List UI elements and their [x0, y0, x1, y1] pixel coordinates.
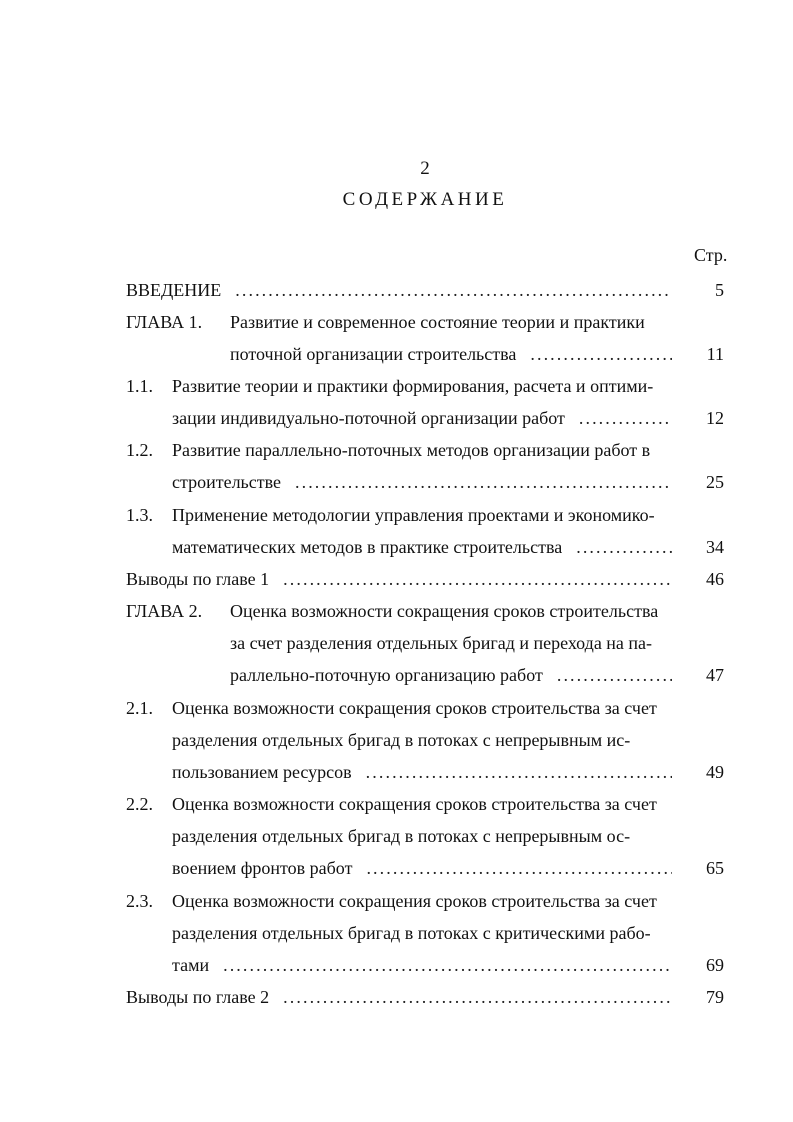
- toc-page-number: 25: [706, 472, 724, 492]
- toc-entry-1-1[interactable]: [126, 374, 724, 398]
- toc-entry-text-line: Оценка возможности сокращения сроков строительства: [230, 601, 659, 621]
- dot-leader: [235, 278, 672, 302]
- dot-leader: [557, 663, 672, 687]
- toc-entry-text-line: зации индивидуально-поточной организации работ: [172, 408, 565, 428]
- toc-entry-chapter-2-cont[interactable]: [126, 663, 724, 687]
- toc-entry-label: ГЛАВА 1.: [126, 312, 203, 332]
- toc-entry-text-line: разделения отдельных бригад в потоках с критическими рабо-: [172, 923, 651, 943]
- toc-entry-text-line: Оценка возможности сокращения сроков строительства за счет: [172, 794, 657, 814]
- toc-page-number: 79: [706, 987, 724, 1007]
- toc-entry-chapter-2-cont[interactable]: [126, 631, 724, 655]
- toc-entry-1-3[interactable]: [126, 503, 724, 527]
- toc-entry-label: Выводы по главе 1: [126, 569, 270, 589]
- toc-entry-label: Выводы по главе 2: [126, 987, 270, 1007]
- toc-page-number: 5: [715, 280, 724, 300]
- toc-entry-1-2-cont[interactable]: [126, 470, 724, 494]
- toc-entry-label: 2.1.: [126, 698, 153, 718]
- dot-leader: [530, 342, 672, 366]
- toc-entry-label: ГЛАВА 2.: [126, 601, 203, 621]
- toc-entry-text-line: математических методов в практике строительства: [172, 537, 563, 557]
- toc-entry-label: 2.2.: [126, 794, 153, 814]
- page-number: 2: [420, 158, 430, 179]
- dot-leader: [223, 953, 672, 977]
- toc-entry-2-1[interactable]: [126, 696, 724, 720]
- toc-entry-text-line: воением фронтов работ: [172, 858, 353, 878]
- toc-entry-conclusions-2[interactable]: [126, 985, 724, 1009]
- toc-entry-1-3-cont[interactable]: [126, 535, 724, 559]
- toc-page-number: 47: [706, 665, 724, 685]
- toc-entry-text-line: поточной организации строительства: [230, 344, 517, 364]
- toc-entry-text-line: Оценка возможности сокращения сроков строительства за счет: [172, 891, 657, 911]
- toc-entry-chapter-2[interactable]: [126, 599, 724, 623]
- toc-entry-text-line: Развитие и современное состояние теории и практики: [230, 312, 645, 332]
- toc-entry-label: ВВЕДЕНИЕ: [126, 280, 222, 300]
- toc-entry-2-2-cont[interactable]: [126, 856, 724, 880]
- toc-entry-1-2[interactable]: [126, 438, 724, 462]
- toc-entry-text-line: разделения отдельных бригад в потоках с непрерывным ос-: [172, 826, 631, 846]
- toc-page-number: 11: [706, 344, 724, 364]
- toc-entry-2-3-cont[interactable]: [126, 921, 724, 945]
- toc-entry-text-line: раллельно-поточную организацию работ: [230, 665, 543, 685]
- page-title: СОДЕРЖАНИЕ: [342, 189, 508, 210]
- toc-entry-2-1-cont[interactable]: [126, 760, 724, 784]
- toc-page-number: 49: [706, 762, 724, 782]
- toc-page-number: 34: [706, 537, 724, 557]
- toc-entry-text-line: Применение методологии управления проектами и экономико-: [172, 505, 655, 525]
- toc-entry-2-2-cont[interactable]: [126, 824, 724, 848]
- toc-entry-text-line: строительстве: [172, 472, 281, 492]
- page-column-header: Стр.: [694, 245, 728, 265]
- toc-entry-label: 1.3.: [126, 505, 153, 525]
- toc-entry-label: 1.1.: [126, 376, 153, 396]
- toc-entry-introduction[interactable]: [126, 278, 724, 302]
- toc-entry-conclusions-1[interactable]: [126, 567, 724, 591]
- dot-leader: [366, 856, 672, 880]
- dot-leader: [283, 567, 672, 591]
- toc-entry-chapter-1-cont[interactable]: [126, 342, 724, 366]
- toc-page-number: 69: [706, 955, 724, 975]
- toc-entry-text-line: за счет разделения отдельных бригад и перехода на па-: [230, 633, 653, 653]
- toc-entry-text-line: Развитие параллельно-поточных методов организации работ в: [172, 440, 651, 460]
- toc-page-number: 65: [706, 858, 724, 878]
- toc-page-number: 12: [706, 408, 724, 428]
- toc-entry-2-3-cont[interactable]: [126, 953, 724, 977]
- dot-leader: [576, 535, 672, 559]
- toc-entry-text-line: Развитие теории и практики формирования, расчета и оптими-: [172, 376, 654, 396]
- toc-entry-2-1-cont[interactable]: [126, 728, 724, 752]
- dot-leader: [283, 985, 672, 1009]
- toc-entry-chapter-1[interactable]: [126, 310, 724, 334]
- toc-entry-text-line: тами: [172, 955, 210, 975]
- toc-entry-text-line: пользованием ресурсов: [172, 762, 352, 782]
- dot-leader: [295, 470, 672, 494]
- toc-entry-2-3[interactable]: [126, 889, 724, 913]
- toc-entry-text-line: разделения отдельных бригад в потоках с непрерывным ис-: [172, 730, 631, 750]
- toc-entry-text-line: Оценка возможности сокращения сроков строительства за счет: [172, 698, 657, 718]
- toc-page-number: 46: [706, 569, 724, 589]
- toc-entry-label: 2.3.: [126, 891, 153, 911]
- toc-entry-label: 1.2.: [126, 440, 153, 460]
- dot-leader: [579, 406, 672, 430]
- toc-entry-1-1-cont[interactable]: [126, 406, 724, 430]
- toc-entry-2-2[interactable]: [126, 792, 724, 816]
- dot-leader: [366, 760, 672, 784]
